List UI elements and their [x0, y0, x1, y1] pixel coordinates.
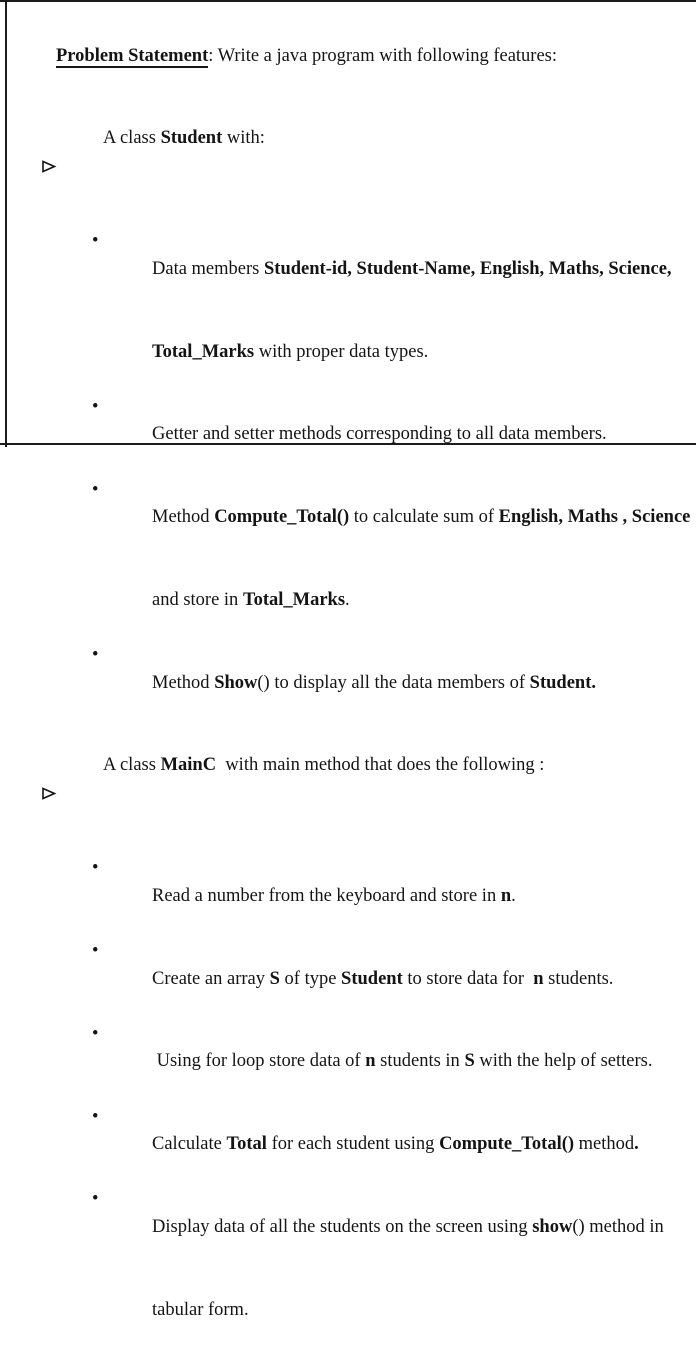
bold-text-segment: n [533, 968, 544, 989]
list-item-create-array [7, 938, 696, 1021]
text-segment: of type [279, 968, 342, 989]
text-segment: Getter and setter methods corresponding to all data members. [152, 424, 607, 445]
text-segment: . [345, 589, 350, 610]
bold-text-segment: Total [226, 1134, 267, 1155]
text-segment: method [574, 1134, 635, 1155]
arrow-bullet-icon [42, 725, 66, 855]
list-item-display-data-cont [7, 1269, 696, 1352]
dot-bullet-icon: • [92, 1106, 99, 1127]
bold-text-segment: . [634, 1134, 639, 1155]
bold-text-segment: S [269, 968, 280, 989]
list-item-display-data [7, 1186, 696, 1269]
text-segment: students. [543, 968, 614, 989]
bold-text-segment: Compute_Total() [214, 507, 350, 528]
bold-text-segment: Show [214, 672, 258, 693]
text-segment: A class [103, 755, 161, 776]
dot-bullet-icon: • [92, 396, 99, 417]
text-segment: with: [222, 128, 265, 149]
dot-bullet-icon: • [92, 231, 99, 252]
text-segment: Create an array [152, 968, 270, 989]
dot-bullet-icon: • [92, 479, 99, 500]
text-segment: with the help of setters. [474, 1051, 653, 1072]
bold-text-segment: Student. [529, 672, 596, 693]
bold-text-segment: Total_Marks [152, 341, 255, 362]
text-segment: for each student using [266, 1134, 440, 1155]
text-segment: tabular form. [152, 1299, 249, 1320]
text-segment: A class [103, 128, 161, 149]
list-item-calculate-total [7, 1104, 696, 1187]
text-segment: with main method that does the following : [216, 755, 545, 776]
arrow-bullet-icon [42, 98, 66, 228]
text-segment: Using for loop store data of [152, 1051, 366, 1072]
heading-text: : Write a java program with following features: [208, 45, 558, 66]
dot-bullet-icon: • [92, 1189, 99, 1210]
text-segment: Method [152, 672, 215, 693]
text-segment: Read a number from the keyboard and store in [152, 885, 501, 906]
frame-border-top [0, 0, 696, 2]
problem-statement-body [7, 15, 696, 1352]
bold-text-segment: n [365, 1051, 376, 1072]
text-segment: and store in [152, 589, 243, 610]
list-item-data-members-cont [7, 311, 696, 394]
text-segment: Method [152, 507, 215, 528]
dot-bullet-icon: • [92, 858, 99, 879]
text-segment: Display data of all the students on the screen using [152, 1216, 533, 1237]
list-item-getters-setters [7, 394, 696, 477]
text-segment: () to display all the data members of [257, 672, 530, 693]
bold-text-segment: show [532, 1216, 573, 1237]
list-item-for-loop [7, 1021, 696, 1104]
text-segment: to store data for [402, 968, 534, 989]
text-segment: Data members [152, 258, 264, 279]
text-segment: to calculate sum of [349, 507, 499, 528]
bold-text-segment: MainC [160, 755, 217, 776]
bold-text-segment: English, Maths , Science [498, 507, 691, 528]
dot-bullet-icon: • [92, 941, 99, 961]
text-segment: () method in [572, 1216, 664, 1237]
problem-statement-heading [7, 15, 696, 98]
text-segment: with proper data types. [254, 341, 429, 362]
list-item-read-number [7, 855, 696, 938]
list-item-data-members [7, 228, 696, 311]
bold-text-segment: S [464, 1051, 475, 1072]
text-segment: students in [375, 1051, 465, 1072]
bold-text-segment: Student [160, 128, 223, 149]
heading-title: Problem Statement [56, 45, 209, 66]
bold-text-segment: Compute_Total() [439, 1134, 575, 1155]
list-item-class-student [7, 98, 696, 228]
bold-text-segment: Student-id, Student-Name, English, Maths, Science, [264, 258, 672, 279]
bold-text-segment: Total_Marks [242, 589, 346, 610]
dot-bullet-icon: • [92, 645, 99, 666]
list-item-compute-total-cont [7, 559, 696, 642]
list-item-compute-total [7, 477, 696, 560]
text-segment: Calculate [152, 1134, 227, 1155]
text-segment: . [511, 885, 516, 906]
bold-text-segment: n [500, 885, 512, 906]
bold-text-segment: Student [341, 968, 403, 989]
list-item-show-method [7, 642, 696, 725]
list-item-class-mainc [7, 725, 696, 855]
dot-bullet-icon: • [92, 1023, 99, 1044]
